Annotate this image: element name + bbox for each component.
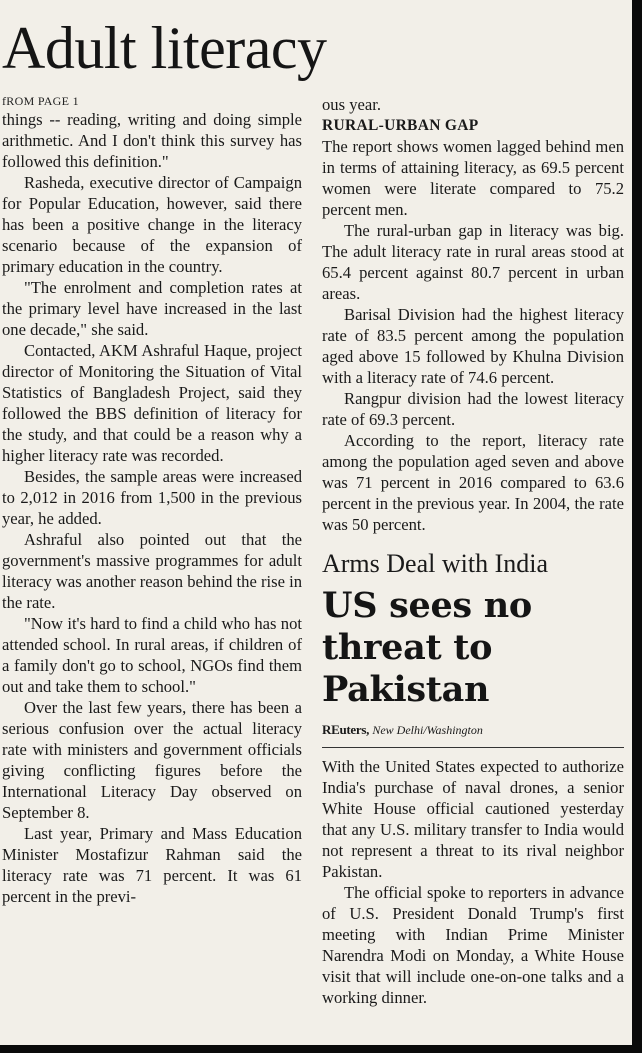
paragraph: "The enrolment and completion rates at the primary level have increased in the last one decade," she said. xyxy=(2,278,302,339)
paragraph: According to the report, literacy rate among the population aged seven and above was 71 percent in 2016 compared to 63.6 percent in the previous year. In 2004, the rate was 50 percent. xyxy=(322,431,624,534)
paragraph: Over the last few years, there has been a serious confusion over the actual literacy rate with ministers and government officials giving conflicting figures before the International Literacy Day observed on September 8. xyxy=(2,698,302,822)
paragraph: Contacted, AKM Ashraful Haque, project director of Monitoring the Situation of Vital Statistics of Bangladesh Project, said they followed the BBS definition of literacy for the study, and that could be a reason why a higher literacy rate was recorded. xyxy=(2,341,302,465)
paragraph: Besides, the sample areas were increased to 2,012 in 2016 from 1,500 in the previous year, he added. xyxy=(2,467,302,528)
paragraph-carryover: ous year. xyxy=(322,95,381,114)
byline-agency: REuters, xyxy=(322,722,370,737)
story-title: US sees no threat to Pakistan xyxy=(322,585,532,710)
paragraph: Barisal Division had the highest literacy rate of 83.5 percent among the population aged above 15 followed by Khulna Division with a literacy rate of 74.6 percent. xyxy=(322,305,624,387)
continuation-label: fROM PAGE 1 xyxy=(2,94,79,108)
paragraph: "Now it's hard to find a child who has not attended school. In rural areas, if children of a family don't go to school, NGOs find them out and take them to school." xyxy=(2,614,302,696)
paragraph: Rasheda, executive director of Campaign for Popular Education, however, said there has been a positive change in the literacy scenario because of the expansion of primary education in the country. xyxy=(2,173,302,276)
byline-place: New Delhi/Washington xyxy=(372,723,483,737)
section-subhead: RURAL-URBAN GAP xyxy=(322,117,479,134)
paragraph: Last year, Primary and Mass Education Minister Mostafizur Rahman said the literacy rate was 71 percent. It was 61 percent in the previ- xyxy=(2,824,302,906)
paragraph: things -- reading, writing and doing simple arithmetic. And I don't think this survey has followed this definition." xyxy=(2,110,302,171)
paragraph: The report shows women lagged behind men in terms of attaining literacy, as 69.5 percent women were literate compared to 75.2 percent men. xyxy=(322,137,624,219)
byline xyxy=(322,721,624,748)
paragraph: The rural-urban gap in literacy was big. The adult literacy rate in rural areas stood at 65.4 percent against 80.7 percent in urban areas. xyxy=(322,221,624,303)
paragraph: The official spoke to reporters in advance of U.S. President Donald Trump's first meeting with Indian Prime Minister Narendra Modi on Monday, a White House visit that will include one-on-one talks and a working dinner. xyxy=(322,883,624,1007)
paragraph: With the United States expected to authorize India's purchase of naval drones, a senior White House official cautioned yesterday that any U.S. military transfer to India would not represent a threat to its rival neighbor Pakistan. xyxy=(322,757,624,881)
paragraph: Rangpur division had the lowest literacy rate of 69.3 percent. xyxy=(322,389,624,429)
paragraph: Ashraful also pointed out that the government's massive programmes for adult literacy was another reason behind the rise in the rate. xyxy=(2,530,302,612)
right-column xyxy=(322,94,624,1008)
story-kicker: Arms Deal with India xyxy=(322,549,549,578)
left-column xyxy=(2,93,302,907)
headline: Adult literacy xyxy=(2,15,327,81)
